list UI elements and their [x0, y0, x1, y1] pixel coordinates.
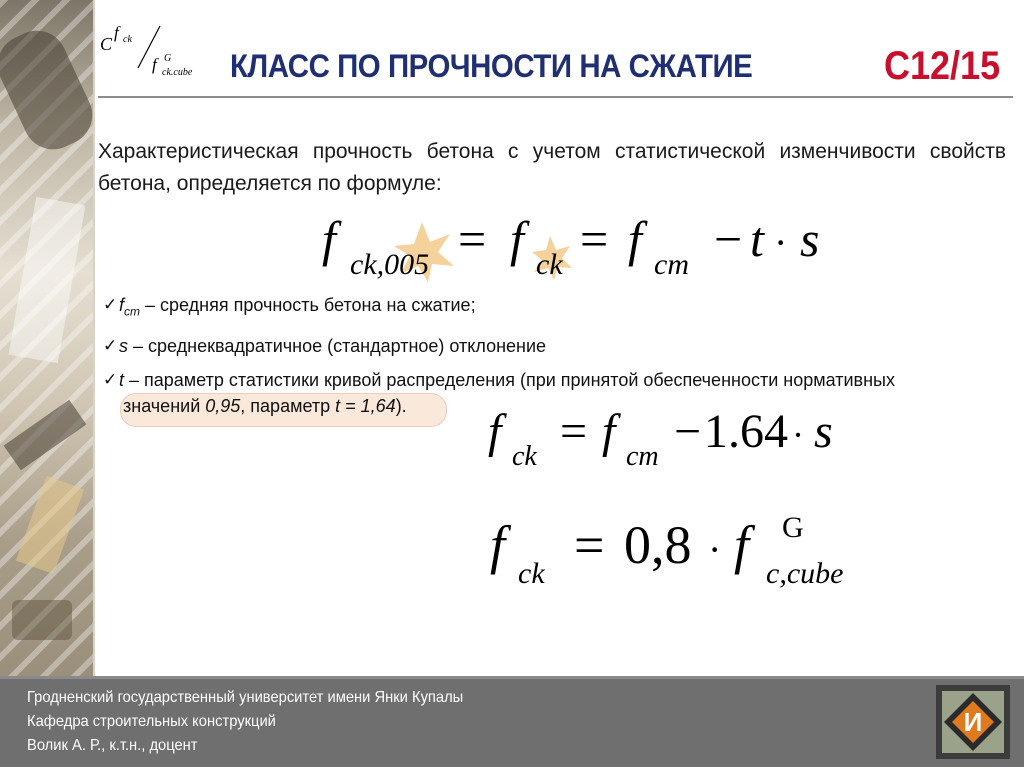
decor-pencil-shape	[16, 476, 84, 574]
logo-numerator-sub: ck	[123, 34, 132, 45]
continuation-text: ).	[395, 396, 407, 416]
formula-equals: =	[560, 405, 588, 458]
formula-sub: c,cube	[766, 557, 844, 590]
formula-sub: ck	[518, 557, 545, 590]
university-logo	[936, 685, 1010, 759]
formula-sub: cm	[626, 441, 659, 472]
formula-f: f	[510, 212, 524, 267]
symbol: t	[119, 369, 125, 390]
continuation-text: , параметр	[240, 396, 336, 416]
value-confidence: 0,95	[205, 396, 241, 416]
formula-f: f	[602, 405, 616, 458]
formula-dot: ·	[792, 415, 804, 455]
continuation-text: значений	[123, 396, 206, 416]
formula-sub: cm	[654, 248, 689, 281]
formula-fck-164	[488, 405, 848, 475]
decor-tool-shape	[12, 600, 72, 640]
side-divider	[93, 0, 95, 680]
formula-f: f	[488, 405, 502, 458]
logo-denominator-sup: G	[164, 53, 172, 64]
formula-f: f	[628, 212, 642, 267]
formula-equals: =	[580, 212, 609, 267]
item-text: – средняя прочность бетона на сжатие;	[140, 295, 476, 315]
formula-sub: ck,005	[350, 248, 430, 281]
concrete-class-code: C12/15	[884, 44, 1001, 88]
footer-top-rule	[0, 676, 1024, 679]
list-item	[103, 334, 1008, 358]
decor-tool-shape	[4, 400, 87, 470]
formula-coef: 1.64	[704, 405, 788, 458]
symbol-sub: cm	[124, 304, 141, 319]
formula-f: f	[490, 515, 506, 575]
formula-s: s	[814, 405, 833, 458]
logo-denominator-sub: ck.cube	[162, 67, 193, 78]
logo-denominator: f	[152, 55, 157, 74]
item-text: – среднеквадратичное (стандартное) отклонение	[128, 335, 547, 356]
formula-characteristic-strength	[322, 212, 842, 282]
symbol: s	[119, 335, 128, 356]
formula-sub: ck	[512, 441, 537, 472]
formula-t: t	[750, 212, 764, 267]
page-title: КЛАСС ПО ПРОЧНОСТИ НА СЖАТИЕ	[230, 48, 753, 84]
decor-paper-shape	[8, 197, 85, 363]
formula-dot: ·	[708, 527, 722, 572]
intro-paragraph: Характеристическая прочность бетона с учетом статистической изменчивости свойств бетона, определяется по формуле:	[98, 140, 1006, 195]
checkmark-icon: ✓	[103, 369, 118, 389]
footer-university: Гродненский государственный университет имени Янки Купалы	[27, 689, 464, 706]
list-item	[103, 293, 1008, 324]
formula-minus: −	[714, 212, 743, 267]
value-t: t = 1,64	[335, 396, 396, 416]
formula-dot: ·	[774, 220, 788, 265]
checkmark-icon: ✓	[103, 335, 118, 355]
logo-numerator: f	[114, 23, 119, 42]
checkmark-icon: ✓	[103, 295, 118, 314]
item-text: – параметр статистики кривой распределения (при принятой обеспеченности нормативных	[124, 369, 895, 390]
footer-author: Волик А. Р., к.т.н., доцент	[27, 737, 198, 754]
list-item	[103, 368, 1008, 392]
footer-department: Кафедра строительных конструкций	[27, 713, 276, 730]
formula-equals: =	[458, 212, 487, 267]
formula-sub: ck	[536, 248, 563, 281]
formula-minus: −	[674, 405, 702, 458]
formula-fck-cube	[490, 505, 870, 595]
title-formula-logo	[98, 18, 228, 90]
formula-f: f	[734, 515, 750, 575]
formula-equals: =	[574, 515, 605, 575]
logo-prefix: C	[100, 34, 113, 54]
header-divider	[98, 96, 1013, 98]
formula-s: s	[800, 212, 820, 267]
bullet-list	[103, 293, 1008, 402]
decorative-side-image	[0, 0, 93, 680]
formula-coef: 0,8	[624, 515, 692, 575]
logo-letter: И	[963, 707, 983, 737]
list-item-continuation	[123, 396, 407, 417]
decor-tool-shape	[0, 21, 102, 159]
formula-f: f	[322, 212, 336, 267]
symbol: f	[119, 295, 125, 315]
formula-sup: G	[782, 511, 804, 544]
